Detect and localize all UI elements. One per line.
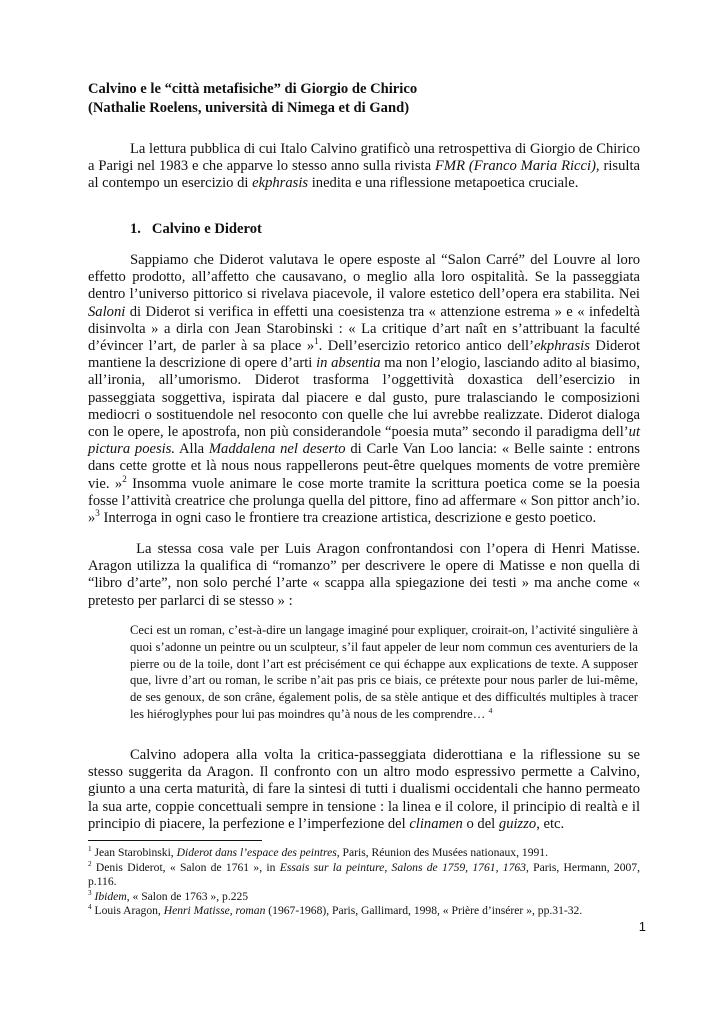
footnote-ref-4[interactable]: 4 [488,705,493,715]
block-quote: Ceci est un roman, c’est-à-dire un langage imaginé pour expliquer, croirait-on, l’activité singulière à quoi s’adonne un peintre ou un sculpteur, s’il faut appeler de leur nom commun ces aventuriers de la pierre ou de la toile, dont l’art est précisément ce qui échappe aux explications de texte. A supposer que, livre d’art ou roman, le scribe n’ait pas pris ce biais, ce prétexte pour nous parler de lui-même, de ses genoux, de son crâne, également polis, de sa stèle antique et des difficultés multiples à tracer les hiéroglyphes pour lui pas moindres qu’à nous de les comprendre… $^4$ [130,623,638,721]
body-paragraph-2: La stessa cosa vale per Luis Aragon confrontandosi con l’opera di Henri Matisse. Aragon utilizza la qualifica di “romanzo” per descrivere le opere di Matisse e non quella di “libro d’arte”, non solo perché l’arte « scappa alla spiegazione dei testi » ma anche come « pretesto per parlarci di se stesso » : [88,541,640,609]
footnotes [88,846,640,919]
footnote-ref-3[interactable]: 3 [95,508,100,519]
title-line-2: (Nathalie Roelens, università di Nimega et di Gand) [88,100,410,116]
body-paragraph-3: Calvino adopera alla volta la critica-passeggiata diderottiana e la riflessione su se stesso suggerita da Aragon. Il confronto con un altro modo espressivo permette a Calvino, giunto a una certa maturità, di fare la sintesi di tutti i dualismi occidentali che hanno permeato la sua arte, coppie concettuali sempre in tensione : la linea e il colore, il principio di realtà e il principio di piacere, la perfezione e l’imperfezione del clinamen o del guizzo, etc. [88,747,640,832]
footnote-1: $^1$ Jean Starobinski, Diderot dans l’espace des peintres, Paris, Réunion des Musées nationaux, 1991. [88,845,548,859]
page-number: 1 [638,919,646,934]
section-heading [130,221,530,238]
footnote-4: $^4$ Louis Aragon, Henri Matisse, roman (1967-1968), Paris, Gallimard, 1998, « Prière d’insérer », pp.31-32. [88,903,583,917]
title-line-1: Calvino e le “città metafisiche” di Giorgio de Chirico [88,81,418,97]
footnote-3: $^3$ Ibidem, « Salon de 1763 », p.225 [88,888,249,903]
footnote-ref-2[interactable]: 2 [122,473,127,484]
section-title: Calvino e Diderot [151,221,262,237]
footnote-ref-1[interactable]: 1 [314,336,319,347]
article-title [88,80,648,118]
footnote-2: $^2$ Denis Diderot, « Salon de 1761 », in Essais sur la peinture, Salons de 1759, 1761, 1763, Paris, Hermann, 2007, p.116. [88,859,640,888]
section-number: 1. [130,221,141,237]
intro-paragraph: La lettura pubblica di cui Italo Calvino gratificò una retrospettiva di Giorgio de Chirico a Parigi nel 1983 e che apparve lo stesso anno sulla rivista FMR (Franco Maria Ricci), risulta al contempo un esercizio di ekphrasis inedita e una riflessione metapoetica cruciale. [88,141,640,192]
footnote-separator [88,840,262,841]
body-paragraph-1: Sappiamo che Diderot valutava le opere esposte al “Salon Carré” del Louvre al loro effetto prodotto, all’affetto che causavano, o meglio alla loro ospitalità. Se la passeggiata dentro l’universo pittorico si rivelava piacevole, il valore estetico dell’opera era stabilita. Nei Saloni di Diderot si verifica in effetti una coesistenza tra « attenzione estrema » e « infedeltà disinvolta » a dirla con Jean Starobinski : « La critique d’art naît en s’attribuant la faculté d’évincer l’art, de parler à sa place »$^1$. Dell’esercizio retorico antico dell’ekphrasis Diderot mantiene la descrizione di opere d’arti in absentia ma non l’elogio, lasciando adito al biasimo, all’ironia, all’umorismo. Diderot trasforma l’oggettività doxastica dell’esercizio in passeggiata soggettiva, ispirata dal piacere e dal gusto, pure tralasciando le composizioni mediocri o sostituendole nel resoconto con quelle che lui avrebbe realizzate. Diderot dialoga con le opere, le apostrofa, non più considerandole “poesia muta” secondo il paradigma dell’ut pictura poesis. Alla Maddalena nel deserto di Carle Van Loo lancia: « Belle sainte : entrons dans cette grotte et là nous nous rappellerons peut-être quelques moments de votre première vie. »$^2$ Insomma vuole animare le cose morte tramite la scrittura poetica come se la poesia fosse l’attività creatrice che prolunga quella del pittore, fino ad affermare « Son pittor anch’io. »$^3$ Interroga in ogni caso le frontiere tra creazione artistica, descrizione e gesto poetico. [88,252,640,527]
